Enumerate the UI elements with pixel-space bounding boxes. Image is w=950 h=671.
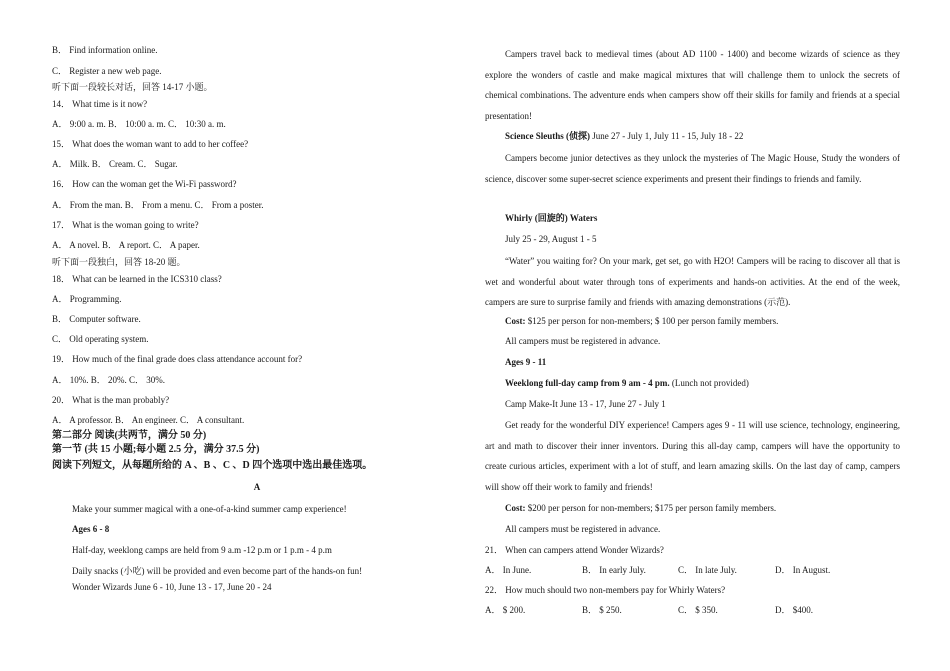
question-22-options (485, 604, 900, 616)
question-15: 15． What does the woman want to add to her coffee? (52, 139, 249, 149)
question-18: 18． What can be learned in the ICS310 class? (52, 274, 222, 284)
camp-science-sleuths: Science Sleuths (侦探) June 27 - July 1, July 11 - 15, July 18 - 22 (505, 131, 744, 141)
age-group-heading: Ages 6 - 8 (72, 524, 110, 534)
question-17-options: A． A novel. B． A report. C． A paper. (52, 240, 200, 250)
option-b: B． $ 250. (582, 605, 622, 615)
registration-note: All campers must be registered in advance. (505, 524, 661, 534)
option-c: C． $ 350. (678, 605, 718, 615)
camp-wonder-wizards: Wonder Wizards June 6 - 10, June 13 - 17, June 20 - 24 (72, 582, 272, 592)
registration-note: All campers must be registered in advance. (505, 336, 661, 346)
weeklong-camp-info: Weeklong full-day camp from 9 am - 4 pm. (Lunch not provided) (505, 378, 749, 388)
listening-instruction: 听下面一段独白，回答 18-20 题。 (52, 257, 186, 267)
option-d: D． In August. (775, 565, 831, 575)
section-heading: 第二部分 阅读(共两节，满分 50 分) (52, 430, 207, 441)
option-a: A． In June. (485, 565, 532, 575)
question-20: 20． What is the man probably? (52, 395, 170, 405)
passage-intro: Make your summer magical with a one-of-a-kind summer camp experience! (72, 504, 347, 514)
question-16-options: A． From the man. B． From a menu. C． From a poster. (52, 200, 264, 210)
question-19: 19． How much of the final grade does class attendance account for? (52, 354, 303, 364)
question-15-options: A． Milk. B． Cream. C． Sugar. (52, 159, 178, 169)
passage-label: A (253, 482, 261, 492)
snacks-note: Daily snacks (小吃) will be provided and even become part of the hands-on fun! (72, 566, 363, 576)
listening-instruction: 听下面一段较长对话，回答 14-17 小题。 (52, 82, 213, 92)
cost-ages-6-8: Cost: $125 per person for non-members; $ 100 per person family members. (505, 316, 779, 326)
camp-make-it: Camp Make-It June 13 - 17, June 27 - July 1 (505, 399, 666, 409)
question-17: 17． What is the woman going to write? (52, 220, 199, 230)
question-14: 14． What time is it now? (52, 99, 148, 109)
question-22: 22． How much should two non-members pay for Whirly Waters? (485, 585, 726, 595)
age-group-heading: Ages 9 - 11 (505, 357, 547, 367)
question-14-options: A． 9:00 a. m. B． 10:00 a. m. C． 10:30 a. m. (52, 119, 226, 129)
question-16: 16． How can the woman get the Wi-Fi password? (52, 179, 237, 189)
paragraph-whirly-waters: “Water” you waiting for? On your mark, get set, go with H2O! Campers will be racing to discover all that is wet and wonderful about water through tons of experiments and hands-on activities. At the end of the week, campers are sure to surprise family and friends with amazing demonstrations (示范). (485, 256, 900, 308)
camp-schedule: Half-day, weeklong camps are held from 9 a.m -12 p.m or 1 p.m - 4 p.m (72, 545, 332, 555)
option-line: B． Find information online. (52, 45, 158, 55)
option-line: C． Register a new web page. (52, 66, 162, 76)
whirly-waters-dates: July 25 - 29, August 1 - 5 (505, 234, 597, 244)
reading-instruction: 阅读下列短文，从每题所给的 A 、B 、C 、D 四个选项中选出最佳选项。 (52, 460, 373, 471)
question-21: 21． When can campers attend Wonder Wizards? (485, 545, 664, 555)
left-column (52, 0, 462, 671)
option-d: D． $400. (775, 605, 813, 615)
question-21-options (485, 564, 900, 576)
option-b: B． In early July. (582, 565, 646, 575)
question-20-options: A． A professor. B． An engineer. C． A consultant. (52, 415, 245, 425)
camp-whirly-waters: Whirly (回旋的) Waters (505, 213, 598, 223)
option-a: A． $ 200. (485, 605, 526, 615)
paragraph-wonder-wizards: Campers travel back to medieval times (about AD 1100 - 1400) and become wizards of science as they explore the wonders of castle and make magical mixtures that will challenge them to unlock the secrets of chemical combinations. The adventure ends when campers show off their skills for family and friends at a special presentation! (485, 49, 900, 122)
paragraph-science-sleuths: Campers become junior detectives as they unlock the mysteries of The Magic House, Study the wonders of science, discover some super-secret science experiments and present their findings to friends and family. (485, 153, 900, 184)
question-19-options: A． 10%. B． 20%. C． 30%. (52, 375, 165, 385)
paragraph-make-it: Get ready for the wonderful DIY experience! Campers ages 9 - 11 will use science, technology, engineering, art and math to discover their inner inventors. During this all-day camp, campers will have the opportunity to create curious articles, experiment with a lot of stuff, and learn amazing skills. On the last day of camp, campers will show off their work to family and friends! (485, 420, 900, 493)
question-18-option-c: C． Old operating system. (52, 334, 149, 344)
right-column (485, 0, 900, 671)
option-c: C． In late July. (678, 565, 737, 575)
cost-ages-9-11: Cost: $200 per person for non-members; $175 per person family members. (505, 503, 777, 513)
question-18-option-b: B． Computer software. (52, 314, 141, 324)
subsection-heading: 第一节 (共 15 小题;每小题 2.5 分，满分 37.5 分) (52, 444, 260, 455)
question-18-option-a: A． Programming. (52, 294, 122, 304)
